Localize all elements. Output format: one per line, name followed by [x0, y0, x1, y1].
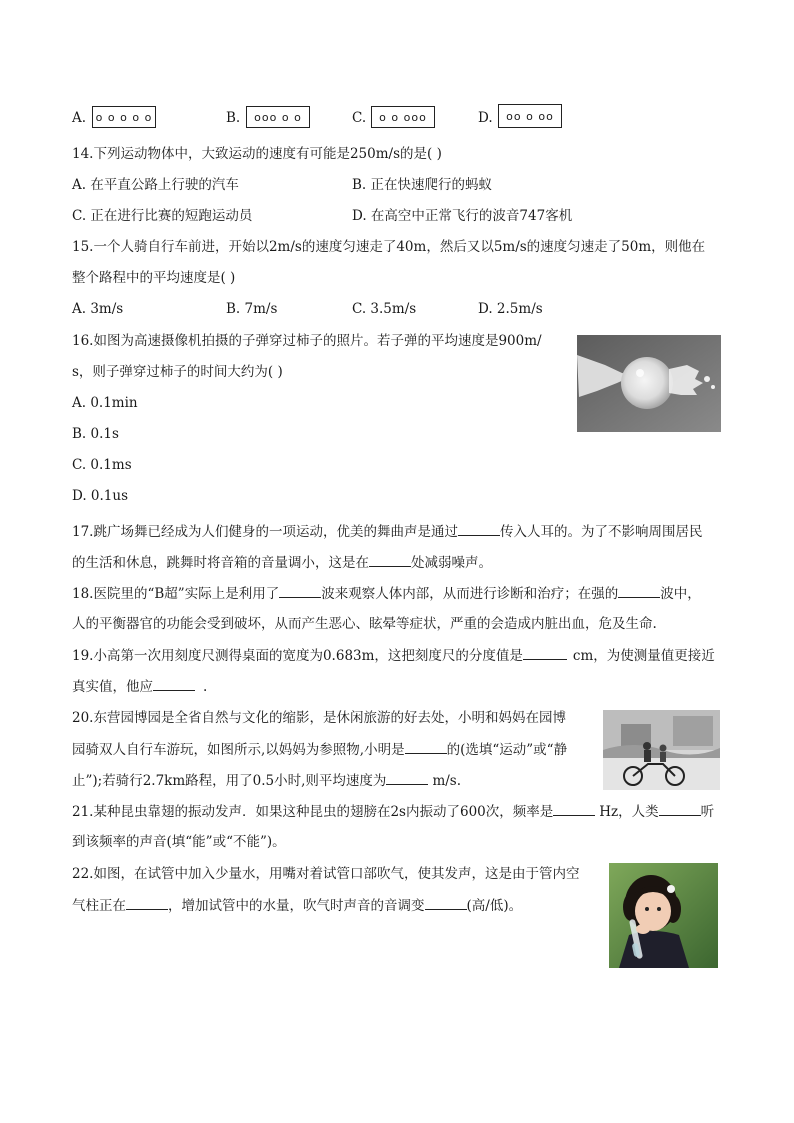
q18-blank-2[interactable]: [618, 583, 660, 598]
q17-line2-text-b: 处减弱噪声。: [411, 555, 492, 571]
q18-line1: [72, 583, 701, 604]
q22-line1: 22.如图，在试管中加入少量水，用嘴对着试管口部吹气，使其发声，这是由于管内空: [72, 866, 580, 882]
q16-stem-line1: 16.如图为高速摄像机拍摄的子弹穿过柿子的照片。若子弹的平均速度是900m/: [72, 333, 542, 349]
q20-line2: [72, 739, 567, 760]
q17-line2: [72, 552, 492, 573]
q20-line3-text-b: m/s.: [432, 773, 462, 789]
q17-blank-1[interactable]: [458, 521, 500, 536]
q15-option-b: B. 7m/s: [226, 301, 278, 317]
q19-line1-text-a: 19.小高第一次用刻度尺测得桌面的宽度为0.683m，这把刻度尺的分度值是: [72, 648, 523, 664]
q17-line1-text-a: 17.跳广场舞已经成为人们健身的一项运动，优美的舞曲声是通过: [72, 524, 458, 540]
bullet-persimmon-image: [577, 335, 721, 432]
q19-line1: [72, 645, 715, 666]
q18-line2: 人的平衡器官的功能会受到破坏，从而产生恶心、眩晕等症状，严重的会造成内脏出血，危及生命.: [72, 616, 657, 632]
q20-blank-2[interactable]: [386, 770, 428, 785]
q14-option-b: B. 正在快速爬行的蚂蚁: [352, 177, 493, 193]
girl-test-tube-image: [609, 863, 718, 968]
q19-blank-1[interactable]: [523, 645, 567, 660]
q13-option-a-label: A.: [72, 110, 87, 126]
q15-stem-line1: 15.一个人骑自行车前进，开始以2m/s的速度匀速走了40m，然后又以5m/s的速度匀速走了50m，则他在: [72, 239, 706, 255]
q20-line2-text-b: 的(选填“运动”或“静: [446, 742, 568, 758]
q21-line1-text-a: 21.某种昆虫靠翅的振动发声．如果这种昆虫的翅膀在2s内振动了600次，频率是: [72, 804, 554, 820]
q14-stem: 14.下列运动物体中，大致运动的速度有可能是250m/s的是( ): [72, 146, 442, 162]
q20-line3: [72, 770, 461, 791]
q17-line2-text-a: 的生活和休息，跳舞时将音箱的音量调小，这是在: [72, 555, 369, 571]
q18-line1-text-c: 波中，: [660, 586, 701, 602]
q13-option-a-diagram: o o o o o: [92, 106, 156, 128]
q21-blank-2[interactable]: [659, 801, 701, 816]
q17-line1-text-b: 传入人耳的。为了不影响周围居民: [499, 524, 703, 540]
q15-stem-line2: 整个路程中的平均速度是( ): [72, 270, 236, 286]
q22-line2-text-b: ，增加试管中的水量，吹气时声音的音调变: [168, 898, 425, 914]
q18-blank-1[interactable]: [279, 583, 321, 598]
q15-option-c: C. 3.5m/s: [352, 301, 417, 317]
q22-line2-text-c: (高/低)。: [466, 898, 523, 914]
q21-line1: [72, 801, 714, 822]
tandem-bicycle-image: [603, 710, 720, 790]
q16-option-d: D. 0.1us: [72, 488, 129, 504]
q18-line1-text-a: 18.医院里的“B超”实际上是利用了: [72, 586, 280, 602]
q21-blank-1[interactable]: [553, 801, 595, 816]
q22-line2-text-a: 气柱正在: [72, 898, 126, 914]
q19-line2-text-b: .: [203, 679, 208, 695]
q20-line1: 20.东营园博园是全省自然与文化的缩影，是休闲旅游的好去处，小明和妈妈在园博: [72, 710, 566, 726]
q13-option-d-diagram: oo o oo: [498, 104, 562, 128]
q16-bullet-persimmon-photo: [577, 335, 721, 432]
q14-option-a: A. 在平直公路上行驶的汽车: [72, 177, 239, 193]
q14-option-c: C. 正在进行比赛的短跑运动员: [72, 208, 253, 224]
q13-option-b-diagram: ooo o o: [246, 106, 310, 128]
q17-blank-2[interactable]: [369, 552, 411, 567]
q22-girl-test-tube-photo: [609, 863, 718, 968]
q13-option-c-diagram: o o ooo: [371, 106, 435, 128]
q16-option-b: B. 0.1s: [72, 426, 119, 442]
q21-line1-text-b: Hz，人类: [599, 804, 659, 820]
q13-option-c-label: C.: [352, 110, 367, 126]
q22-blank-2[interactable]: [425, 895, 467, 910]
q22-blank-1[interactable]: [126, 895, 168, 910]
q20-blank-1[interactable]: [405, 739, 447, 754]
q19-blank-2[interactable]: [153, 676, 195, 691]
q17-line1: [72, 521, 702, 542]
q20-line2-text-a: 园骑双人自行车游玩，如图所示,以妈妈为参照物,小明是: [72, 742, 405, 758]
q15-option-a: A. 3m/s: [72, 301, 124, 317]
q19-line1-text-b: cm，为使测量值更接近: [572, 648, 715, 664]
q19-line2-text-a: 真实值，他应: [72, 679, 153, 695]
q14-option-d: D. 在高空中正常飞行的波音747客机: [352, 208, 573, 224]
q16-option-a: A. 0.1min: [72, 395, 138, 411]
q19-line2: [72, 676, 207, 697]
q13-option-d-label: D.: [478, 110, 493, 126]
q15-option-d: D. 2.5m/s: [478, 301, 543, 317]
q21-line1-text-c: 听: [700, 804, 715, 820]
q20-tandem-bicycle-photo: [603, 710, 720, 790]
q16-stem-line2: s，则子弹穿过柿子的时间大约为( ): [72, 364, 283, 380]
q16-option-c: C. 0.1ms: [72, 457, 132, 473]
q13-option-b-label: B.: [226, 110, 241, 126]
q22-line2: [72, 895, 522, 916]
q18-line1-text-b: 波来观察人体内部，从而进行诊断和治疗；在强的: [321, 586, 619, 602]
q20-line3-text-a: 止”);若骑行2.7km路程，用了0.5小时,则平均速度为: [72, 773, 387, 789]
q21-line2: 到该频率的声音(填“能”或“不能”)。: [72, 834, 286, 850]
